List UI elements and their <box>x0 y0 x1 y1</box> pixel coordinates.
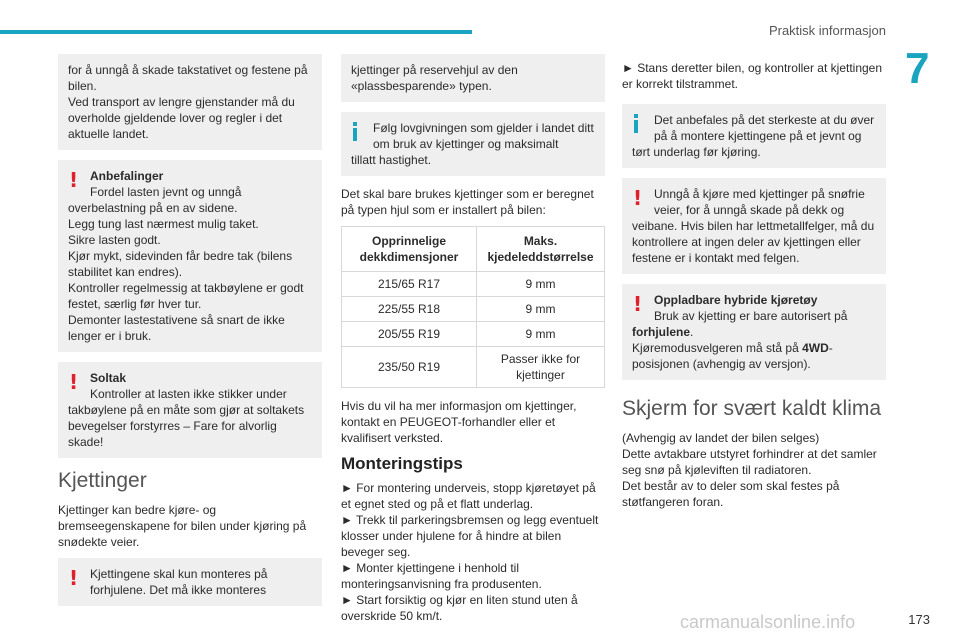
section-title: Praktisk informasjon <box>768 23 886 38</box>
warning-text: veibane. Hvis bilen har lettmetallfelger, må du kontrollere at ingen deler av kjettingen eller festene er i kontakt med felgen. <box>632 219 875 265</box>
paragraph: Kjettinger kan bedre kjøre- og bremseegenskapene for bilen under kjøring på snødekte veier. <box>58 503 307 549</box>
section-heading-mounting: Monteringstips <box>341 454 463 473</box>
warning-lead: Fordel lasten jevnt og unngå <box>90 185 242 199</box>
section-heading-cold-climate: Skjerm for svært kaldt klima <box>622 397 882 420</box>
text-fragment: Kjøremodusvelgeren må stå på <box>632 341 803 355</box>
warning-lead: Kontroller at lasten ikke stikker under <box>90 387 287 401</box>
paragraph: Hvis du vil ha mer informasjon om kjettinger, kontakt en PEUGEOT-forhandler eller et kvalifisert verksted. <box>341 399 577 445</box>
warning-lead: Unngå å kjøre med kjettinger på snøfrie veier, for å unngå skade på dekk og <box>654 187 865 217</box>
info-lead: Det anbefales på det sterkeste at du øver på å montere kjettingene på et jevnt og <box>654 113 875 143</box>
warning-icon: ! <box>69 370 79 394</box>
paragraph: Det skal bare brukes kjettinger som er beregnet på typen hjul som er installert på bilen: <box>341 187 594 217</box>
watermark: carmanualsonline.info <box>680 612 856 632</box>
tip-item: ► Monter kjettingene i henhold til monteringsanvisning fra produsenten. <box>341 561 542 591</box>
warning-text: takbøylene på en måte som gjør at soltakets bevegelser forstyrres – Fare for alvorlig skade! <box>68 403 305 449</box>
table-header: Opprinnelige dekkdimensjoner <box>342 227 477 272</box>
table-cell: 205/55 R19 <box>342 322 477 347</box>
info-text: tørt underlag før kjøring. <box>632 145 761 159</box>
warning-icon: ! <box>69 566 79 590</box>
section-heading-chains: Kjettinger <box>58 469 147 492</box>
warning-text <box>632 324 876 340</box>
column-2 <box>341 54 605 624</box>
chain-size-table <box>341 226 605 388</box>
warning-icon: ! <box>633 186 643 210</box>
warning-icon: ! <box>633 292 643 316</box>
info-box-practice <box>622 104 886 168</box>
info-icon <box>353 122 357 140</box>
warning-icon: ! <box>69 168 79 192</box>
table-cell: 235/50 R19 <box>342 347 477 388</box>
info-lead: Følg lovgivningen som gjelder i landet ditt om bruk av kjettinger og maksimalt <box>373 121 594 151</box>
table-cell: 9 mm <box>477 322 605 347</box>
note-box <box>341 54 605 102</box>
info-text: tillatt hastighet. <box>351 153 432 167</box>
note-text: for å unngå å skade takstativet og festene på bilen. Ved transport av lengre gjenstander må du overholde gjeldende lover og regler i det aktuelle landet. <box>68 63 308 141</box>
table-row <box>342 272 605 297</box>
table-header-row <box>342 227 605 272</box>
info-box-legislation <box>341 112 605 176</box>
warning-box-recommendations <box>58 160 322 352</box>
tip-item: ► Trekk til parkeringsbremsen og legg eventuelt klosser under hjulene for å hindre at bilen beveger seg. <box>341 513 599 559</box>
warning-box-sunroof <box>58 362 322 458</box>
column-3 <box>622 54 886 518</box>
info-icon <box>634 114 638 132</box>
warning-box-chains <box>58 558 322 606</box>
bold-term: 4WD <box>802 341 829 355</box>
column-1 <box>58 54 322 616</box>
warning-box-snowfree <box>622 178 886 274</box>
warning-text: overbelastning på en av sidene. Legg tung last nærmest mulig taket. Sikre lasten godt. Kjør mykt, sidevinden får bedre tak (bilens stabilitet kan endres). Kontroller regelmessig at takbøylene er godt festet, særlig før hver tur. Demonter lastestativene så snart de ikke lenger er i bruk. <box>68 201 304 343</box>
text-fragment: . <box>690 325 694 339</box>
table-cell: 215/65 R17 <box>342 272 477 297</box>
chapter-number: 7 <box>905 44 930 93</box>
warning-text <box>632 340 876 372</box>
table-row <box>342 297 605 322</box>
table-row <box>342 347 605 388</box>
note-text: kjettinger på reservehjul av den «plassbesparende» typen. <box>351 63 518 93</box>
table-cell: 9 mm <box>477 297 605 322</box>
table-cell: 225/55 R18 <box>342 297 477 322</box>
text-fragment: -posisjonen (avhengig av versjon). <box>632 341 833 371</box>
warning-title: Soltak <box>90 371 127 385</box>
table-cell: Passer ikke for kjettinger <box>477 347 605 388</box>
table-row <box>342 322 605 347</box>
tip-item: ► Start forsiktig og kjør en liten stund uten å overskride 50 km/t. <box>341 593 578 623</box>
page-number: 173 <box>908 612 930 627</box>
bold-term: forhjulene <box>632 325 691 339</box>
warning-title: Anbefalinger <box>90 169 164 183</box>
warning-lead: Bruk av kjetting er bare autorisert på <box>654 309 848 323</box>
table-cell: 9 mm <box>477 272 605 297</box>
tip-item: ► For montering underveis, stopp kjøretøyet på et egnet sted og på et flatt underlag. <box>341 481 596 511</box>
header-accent-bar <box>0 30 472 34</box>
note-box <box>58 54 322 150</box>
table-header: Maks. kjedeleddstørrelse <box>477 227 605 272</box>
warning-lead: Kjettingene skal kun monteres på forhjulene. Det må ikke monteres <box>90 567 268 597</box>
paragraph: (Avhengig av landet der bilen selges) Dette avtakbare utstyret forhindrer at det samler seg snø på kjøleviften til radiatoren. Det består av to deler som skal festes på støtfangeren foran. <box>622 431 877 509</box>
paragraph: ► Stans deretter bilen, og kontroller at kjettingen er korrekt tilstrammet. <box>622 61 883 91</box>
warning-title: Oppladbare hybride kjøretøy <box>654 293 818 307</box>
warning-box-hybrid <box>622 284 886 380</box>
